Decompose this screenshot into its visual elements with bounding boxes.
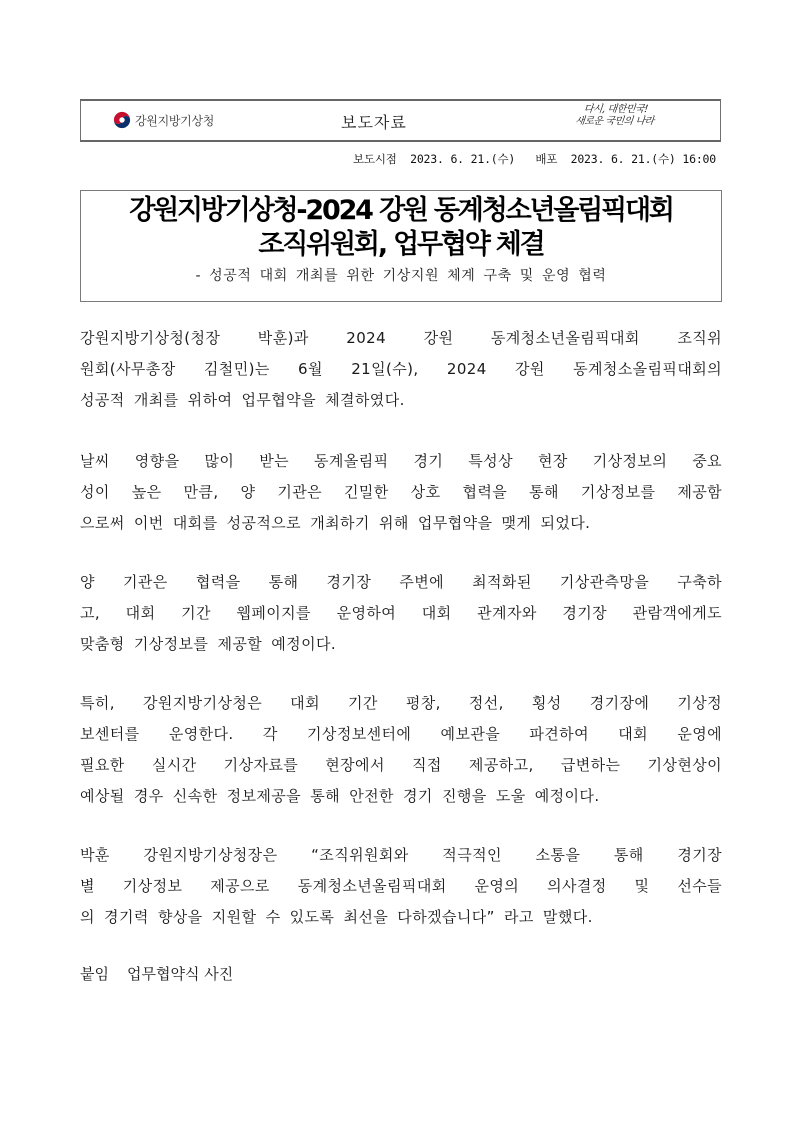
body-paragraph-5	[80, 840, 722, 933]
distribution-label: 배포	[535, 152, 558, 166]
headline-line-2: 조직위원회, 업무협약 체결	[258, 229, 544, 260]
paragraph-line: 맞춤형 기상정보를 제공할 예정이다.	[80, 635, 337, 653]
taegeuk-icon	[113, 111, 131, 129]
body-paragraph-4	[80, 688, 722, 812]
paragraph-line: 성공적 개최를 위하여 업무협약을 체결하였다.	[80, 391, 405, 409]
paragraph-line: 특히, 강원지방기상청은 대회 기간 평창, 정선, 횡성 경기장에 기상정	[80, 694, 722, 712]
body-paragraph-3	[80, 567, 722, 660]
attachment-label: 붙임	[80, 965, 109, 983]
paragraph-line: 성이 높은 만큼, 양 기관은 긴밀한 상호 협력을 통해 기상정보를 제공함	[80, 483, 722, 501]
agency-logo	[113, 111, 214, 129]
body-paragraph-1	[80, 323, 722, 416]
document-type-label: 보도자료	[341, 113, 407, 132]
paragraph-line: 강원지방기상청(청장 박훈)과 2024 강원 동계청소년올림픽대회 조직위	[80, 329, 722, 347]
paragraph-line: 필요한 실시간 기상자료를 현장에서 직접 제공하고, 급변하는 기상현상이	[80, 756, 722, 774]
paragraph-line: 으로써 이번 대회를 성공적으로 개최하기 위해 업무협약을 맺게 되었다.	[80, 514, 591, 532]
government-slogan	[554, 104, 677, 128]
report-time-label: 보도시점	[353, 152, 397, 166]
paragraph-line: 원회(사무총장 김철민)는 6월 21일(수), 2024 강원 동계청소올림픽대회의	[80, 360, 722, 378]
paragraph-line: 예상될 경우 신속한 정보제공을 통해 안전한 경기 진행을 도울 예정이다.	[80, 787, 600, 805]
paragraph-line: 의 경기력 향상을 지원할 수 있도록 최선을 다하겠습니다” 라고 말했다.	[80, 908, 593, 926]
paragraph-line: 날씨 영향을 많이 받는 동계올림픽 경기 특성상 현장 기상정보의 중요	[80, 452, 722, 470]
paragraph-line: 박훈 강원지방기상청장은 “조직위원회와 적극적인 소통을 통해 경기장	[80, 846, 722, 864]
distribution-value: 2023. 6. 21.(수) 16:00	[570, 152, 716, 166]
paragraph-line: 보센터를 운영한다. 각 기상정보센터에 예보관을 파견하여 대회 운영에	[80, 725, 722, 743]
paragraph-line: 별 기상정보 제공으로 동계청소년올림픽대회 운영의 의사결정 및 선수들	[80, 877, 722, 895]
release-info	[353, 151, 716, 167]
press-release-header	[80, 99, 721, 142]
paragraph-line: 고, 대회 기간 웹페이지를 운영하여 대회 관계자와 경기장 관람객에게도	[80, 604, 722, 622]
report-time-value: 2023. 6. 21.(수)	[410, 152, 516, 166]
attachment-note	[80, 963, 233, 984]
headline-line-1: 강원지방기상청-2024 강원 동계청소년올림픽대회	[129, 195, 673, 226]
paragraph-line: 양 기관은 협력을 통해 경기장 주변에 최적화된 기상관측망을 구축하	[80, 573, 722, 591]
subheadline: - 성공적 대회 개최를 위한 기상지원 체계 구축 및 운영 협력	[195, 268, 607, 284]
title-box	[80, 190, 722, 302]
attachment-text: 업무협약식 사진	[126, 965, 234, 983]
body-paragraph-2	[80, 446, 722, 539]
agency-name: 강원지방기상청	[135, 113, 215, 128]
slogan-line-1: 다시, 대한민국!	[583, 104, 649, 115]
slogan-line-2: 새로운 국민의 나라	[574, 116, 655, 127]
